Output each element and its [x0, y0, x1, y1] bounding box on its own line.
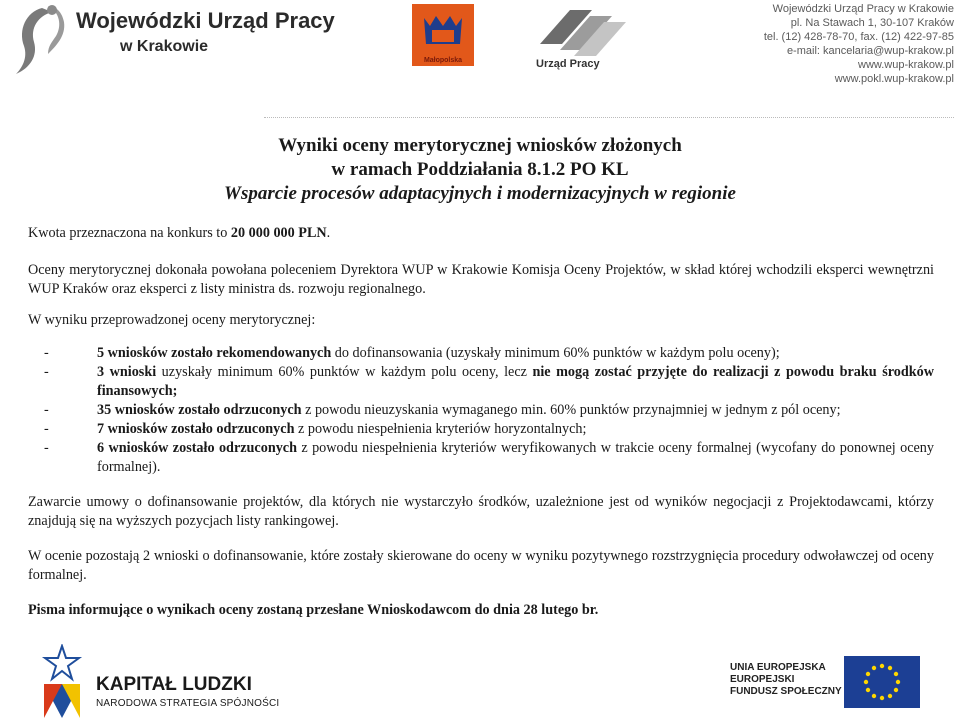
- malopolska-label: Małopolska: [423, 57, 463, 64]
- committee-paragraph: Oceny merytorycznej dokonała powołana poleceniem Dyrektora WUP w Krakowie Komisja Oceny Projektów, w skład której wchodzili eksperci wewnętrzni WUP Kraków oraz eksperci z listy ministra ds. rozwoju regionalnego.: [28, 262, 934, 297]
- list-item-bold: 5 wniosków zostało rekomendowanych: [97, 345, 332, 361]
- amount-line: [28, 224, 934, 243]
- list-dash: -: [44, 364, 49, 380]
- results-list: [28, 344, 934, 477]
- list-item-bold: nie mogą zostać przyjęte do realizacji z powodu braku środków finansowych;: [97, 364, 934, 399]
- list-dash: -: [44, 440, 49, 456]
- eu-flag-icon: [844, 656, 920, 708]
- urzad-pracy-logo: [530, 4, 630, 70]
- list-item: [28, 420, 934, 439]
- org-name-line2: w Krakowie: [120, 38, 209, 55]
- notification-paragraph: [28, 601, 934, 620]
- malopolska-logo: [412, 4, 474, 66]
- kapital-ludzki-subtitle: NARODOWA STRATEGIA SPÓJNOŚCI: [96, 698, 280, 709]
- eu-fund-text: [730, 662, 842, 698]
- list-item: [28, 363, 934, 401]
- results-intro: W wyniku przeprowadzonej oceny merytorycznej:: [28, 312, 316, 328]
- list-item-text: do dofinansowania (uzyskały minimum 60% punktów w każdym polu oceny);: [331, 345, 780, 361]
- notification-text: Pisma informujące o wynikach oceny zostaną przesłane Wnioskodawcom do dnia 28 lutego br.: [28, 602, 599, 618]
- contact-phone: tel. (12) 428-78-70, fax. (12) 422-97-85: [763, 31, 954, 43]
- negotiation-paragraph: Zawarcie umowy o dofinansowanie projektów, dla których nie wystarczyło środków, uzależnione jest od wyników negocjacji z Projektodawcami, którzy znajdują się na wyższych pozycjach listy rankingowej.: [28, 494, 934, 529]
- kapital-ludzki-logo-icon: [40, 644, 84, 720]
- urzad-pracy-emblem-icon: [530, 4, 630, 58]
- urzad-pracy-label: Urząd Pracy: [536, 58, 600, 70]
- letterhead: [0, 0, 960, 118]
- contact-address: pl. Na Stawach 1, 30-107 Kraków: [790, 17, 954, 29]
- list-item-text: z powodu nieuzyskania wymaganego min. 60% punktów przynajmniej w jednym z pól oceny;: [301, 402, 841, 418]
- title-line1: Wyniki oceny merytorycznej wniosków złożonych: [278, 135, 682, 156]
- list-item: [28, 344, 934, 363]
- list-item-bold: 6 wniosków zostało odrzuconych: [97, 440, 297, 456]
- list-item-text: z powodu niespełnienia kryteriów weryfikowanych w trakcie oceny formalnej (wycofany do ponownej oceny formalnej).: [97, 440, 934, 475]
- list-item-text: uzyskały minimum 60% punktów w każdym polu oceny, lecz: [156, 364, 533, 380]
- list-item: [28, 401, 934, 420]
- list-dash: -: [44, 421, 49, 437]
- org-name-line1: Wojewódzki Urząd Pracy: [76, 8, 335, 33]
- list-item: [28, 439, 934, 477]
- contact-website: www.wup-krakow.pl: [858, 59, 954, 71]
- amount-value: 20 000 000 PLN: [230, 225, 327, 241]
- amount-suffix: .: [326, 225, 331, 241]
- list-item-bold: 7 wniosków zostało odrzuconych: [97, 421, 295, 437]
- amount-prefix: Kwota przeznaczona na konkurs to: [28, 225, 231, 241]
- contact-info: [764, 2, 954, 86]
- header-divider: [264, 117, 954, 118]
- eu-line3: FUNDUSZ SPOŁECZNY: [730, 686, 842, 697]
- footer-logos: [0, 640, 960, 724]
- title-line3: Wsparcie procesów adaptacyjnych i modernizacyjnych w regionie: [224, 183, 736, 204]
- list-item-bold: 35 wniosków zostało odrzuconych: [97, 402, 302, 418]
- list-dash: -: [44, 345, 49, 361]
- eu-line1: UNIA EUROPEJSKA: [730, 662, 826, 673]
- list-item-text: z powodu niespełnienia kryteriów horyzontalnych;: [294, 421, 587, 437]
- list-dash: -: [44, 402, 49, 418]
- contact-org: Wojewódzki Urząd Pracy w Krakowie: [772, 3, 954, 15]
- contact-website-pokl: www.pokl.wup-krakow.pl: [834, 73, 954, 85]
- appeal-paragraph: W ocenie pozostają 2 wnioski o dofinansowanie, które zostały skierowane do oceny w wyniku pozytywnego rozstrzygnięcia procedury odwoławczej od oceny formalnej.: [28, 548, 934, 583]
- list-item-bold: 3 wnioski: [97, 364, 157, 380]
- title-line2: w ramach Poddziałania 8.1.2 PO KL: [331, 159, 629, 180]
- document-body: [28, 224, 934, 620]
- eu-line2: EUROPEJSKI: [730, 674, 795, 685]
- contact-email: e-mail: kancelaria@wup-krakow.pl: [786, 45, 954, 57]
- wup-swirl-icon: [12, 2, 68, 76]
- kapital-ludzki-title: KAPITAŁ LUDZKI: [96, 674, 252, 695]
- document-title: [0, 134, 960, 206]
- wup-logo: [12, 2, 382, 82]
